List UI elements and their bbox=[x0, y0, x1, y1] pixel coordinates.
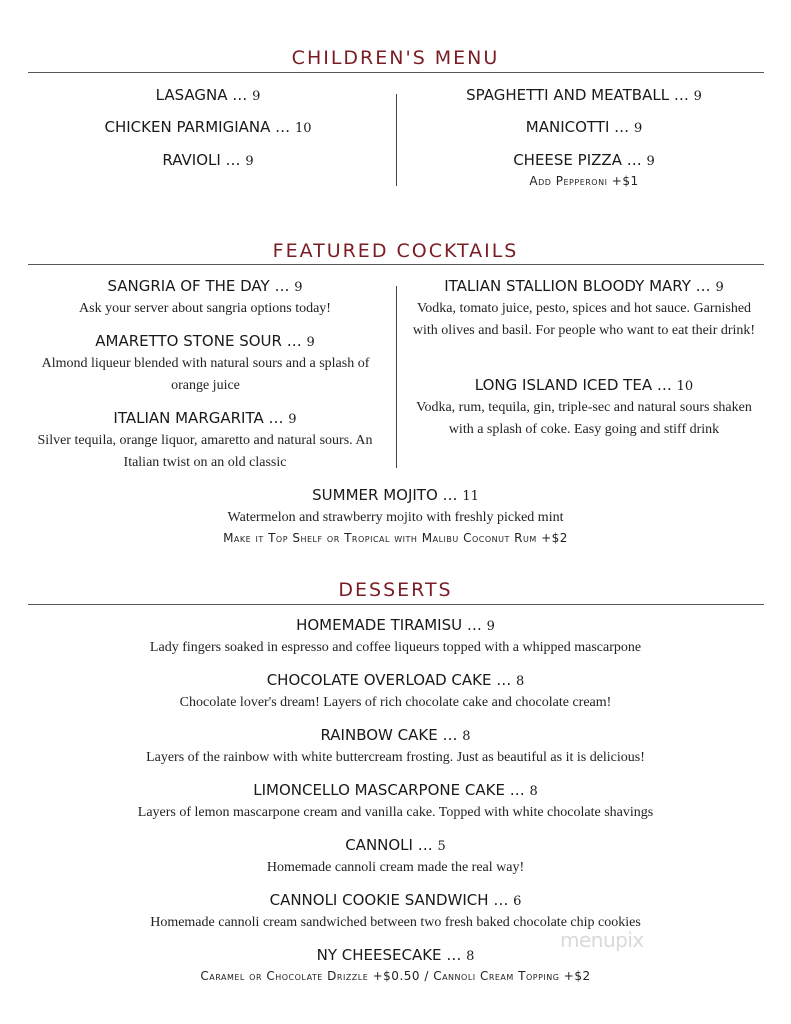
menu-item-name: RAINBOW CAKE … 8 bbox=[320, 726, 471, 744]
menu-item-name: LASAGNA … 9 bbox=[155, 86, 261, 104]
divider bbox=[28, 264, 764, 265]
menu-item-name: ITALIAN STALLION BLOODY MARY … 9 bbox=[444, 277, 724, 295]
menu-item-name: ITALIAN MARGARITA … 9 bbox=[113, 409, 297, 427]
menu-item-name: SANGRIA OF THE DAY … 9 bbox=[107, 277, 303, 295]
menu-item-note: Make it Top Shelf or Tropical with Malibu Coconut Rum +$2 bbox=[223, 531, 568, 545]
menu-item-description: Lady fingers soaked in espresso and coffee liqueurs topped with a whipped mascarpone bbox=[149, 640, 642, 655]
column-divider bbox=[396, 94, 397, 186]
childrens-menu-title: CHILDREN'S MENU bbox=[291, 47, 500, 69]
menu-item-description: Homemade cannoli cream made the real way! bbox=[266, 860, 525, 875]
menu-item-description: Vodka, rum, tequila, gin, triple-sec and natural sours shaken with a splash of coke. Easy going and stiff drink bbox=[416, 400, 752, 437]
menu-item-description: Homemade cannoli cream sandwiched between two fresh baked chocolate chip cookies bbox=[150, 915, 641, 930]
menu-item-description: Layers of lemon mascarpone cream and vanilla cake. Topped with white chocolate shavings bbox=[137, 805, 654, 820]
menu-item-name: SPAGHETTI AND MEATBALL … 9 bbox=[466, 86, 702, 104]
menu-item-name: CANNOLI … 5 bbox=[345, 836, 446, 854]
menu-item-name: LONG ISLAND ICED TEA … 10 bbox=[474, 376, 694, 394]
menu-item-note: Add Pepperoni +$1 bbox=[529, 174, 639, 188]
menu-item-name: HOMEMADE TIRAMISU … 9 bbox=[296, 616, 495, 634]
menu-item-name: CHEESE PIZZA … 9 bbox=[513, 151, 655, 169]
menu-item-description: Watermelon and strawberry mojito with freshly picked mint bbox=[227, 510, 564, 525]
divider bbox=[28, 72, 764, 73]
menu-item-name: CHICKEN PARMIGIANA … 10 bbox=[104, 118, 312, 136]
menu-item-description: Chocolate lover's dream! Layers of rich chocolate cake and chocolate cream! bbox=[179, 695, 612, 710]
desserts-title: DESSERTS bbox=[338, 579, 453, 601]
menu-item-description: Ask your server about sangria options today! bbox=[79, 301, 331, 316]
cocktails-title: FEATURED COCKTAILS bbox=[272, 240, 519, 262]
menu-item-description: Almond liqueur blended with natural sours and a splash of orange juice bbox=[41, 356, 370, 393]
menu-item-name: RAVIOLI … 9 bbox=[162, 151, 254, 169]
menu-item-note: Caramel or Chocolate Drizzle +$0.50 / Cannoli Cream Topping +$2 bbox=[200, 969, 591, 983]
menu-item-name: NY CHEESECAKE … 8 bbox=[316, 946, 475, 964]
menu-item-name: LIMONCELLO MASCARPONE CAKE … 8 bbox=[253, 781, 538, 799]
menu-item-name: CHOCOLATE OVERLOAD CAKE … 8 bbox=[266, 671, 525, 689]
menu-item-name: AMARETTO STONE SOUR … 9 bbox=[95, 332, 315, 350]
menu-item-name: CANNOLI COOKIE SANDWICH … 6 bbox=[269, 891, 522, 909]
menu-item-description: Vodka, tomato juice, pesto, spices and hot sauce. Garnished with olives and basil. For people who want to eat their drink! bbox=[412, 301, 756, 338]
menu-item-name: SUMMER MOJITO … 11 bbox=[312, 486, 479, 504]
column-divider bbox=[396, 286, 397, 468]
watermark-logo: menupix bbox=[560, 928, 644, 952]
menu-item-description: Silver tequila, orange liquor, amaretto and natural sours. An Italian twist on an old classic bbox=[37, 433, 373, 470]
menu-item-description: Layers of the rainbow with white buttercream frosting. Just as beautiful as it is delicious! bbox=[146, 750, 645, 765]
divider bbox=[28, 604, 764, 605]
menu-item-name: MANICOTTI … 9 bbox=[525, 118, 643, 136]
